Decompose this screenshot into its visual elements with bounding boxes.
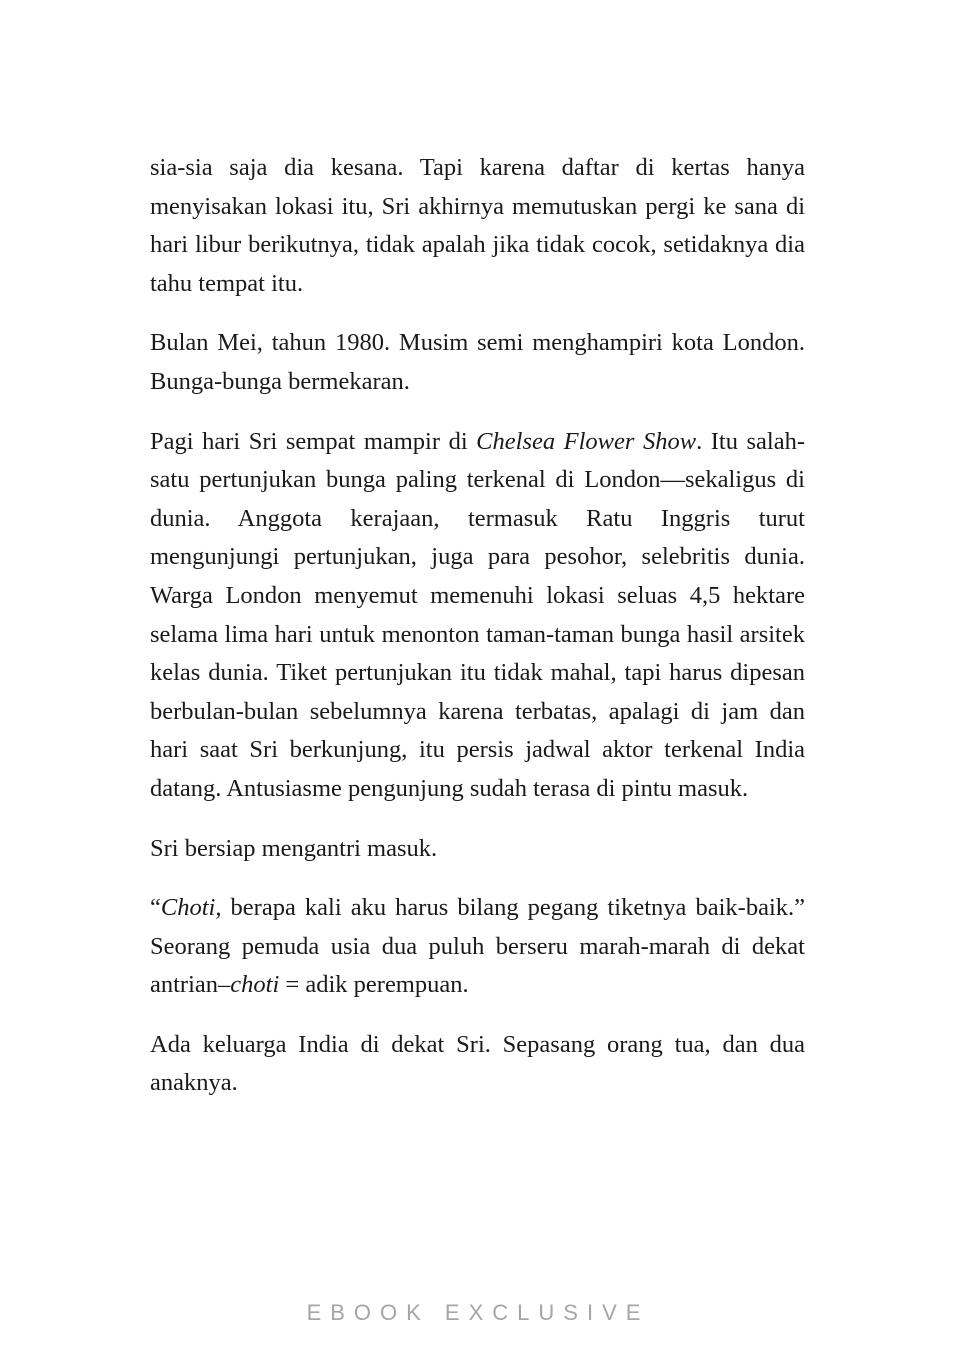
page-body: [150, 149, 805, 1124]
paragraph-1: [150, 149, 805, 303]
paragraph-4-text: Sri bersiap mengantri masuk.: [150, 834, 438, 862]
paragraph-5-open-quote: “: [150, 894, 161, 922]
paragraph-3-text-a: Pagi hari Sri sempat mampir di: [150, 427, 477, 455]
paragraph-5-italic-choti-2: choti: [230, 971, 280, 999]
ebook-exclusive-footer: EBOOK EXCLUSIVE: [306, 1300, 650, 1325]
paragraph-2: [150, 324, 805, 401]
paragraph-4: [150, 830, 805, 869]
paragraph-2-text: Bulan Mei, tahun 1980. Musim semi menghampiri kota London. Bunga-bunga bermekaran.: [150, 329, 805, 395]
paragraph-3-text-b: . Itu salah-satu pertunjukan bunga paling terkenal di London—sekaligus di dunia. Anggota kerajaan, termasuk Ratu Inggris turut mengunjungi pertunjukan, juga para pesohor, selebritis dunia. Warga London menyemut memenuhi lokasi seluas 4,5 hektare selama lima hari untuk menonton taman-taman bunga hasil arsitek kelas dunia. Tiket pertunjukan itu tidak mahal, tapi harus dipesan berbulan-bulan sebelumnya karena terbatas, apalagi di jam dan hari saat Sri berkunjung, itu persis jadwal aktor terkenal India datang. Antusiasme pengunjung sudah terasa di pintu masuk.: [150, 427, 805, 802]
paragraph-6: [150, 1026, 805, 1103]
paragraph-5-text-b: = adik perempuan.: [279, 971, 469, 999]
paragraph-6-text: Ada keluarga India di dekat Sri. Sepasang orang tua, dan dua anaknya.: [150, 1030, 805, 1097]
paragraph-5-text-a: berapa kali aku harus bilang pegang tiketnya baik-baik.” Seorang pemuda usia dua puluh berseru marah-marah di dekat antrian–: [150, 894, 805, 999]
paragraph-3: [150, 423, 805, 809]
paragraph-1-text: sia-sia saja dia kesana. Tapi karena daftar di kertas hanya menyisakan lokasi itu, Sri akhirnya memutuskan pergi ke sana di hari libur berikutnya, tidak apalah jika tidak cocok, setidaknya dia tahu tempat itu.: [150, 154, 805, 297]
paragraph-3-italic-event: Chelsea Flower Show: [476, 427, 697, 455]
paragraph-5-italic-choti: Choti,: [160, 894, 222, 922]
paragraph-5: [150, 889, 805, 1005]
